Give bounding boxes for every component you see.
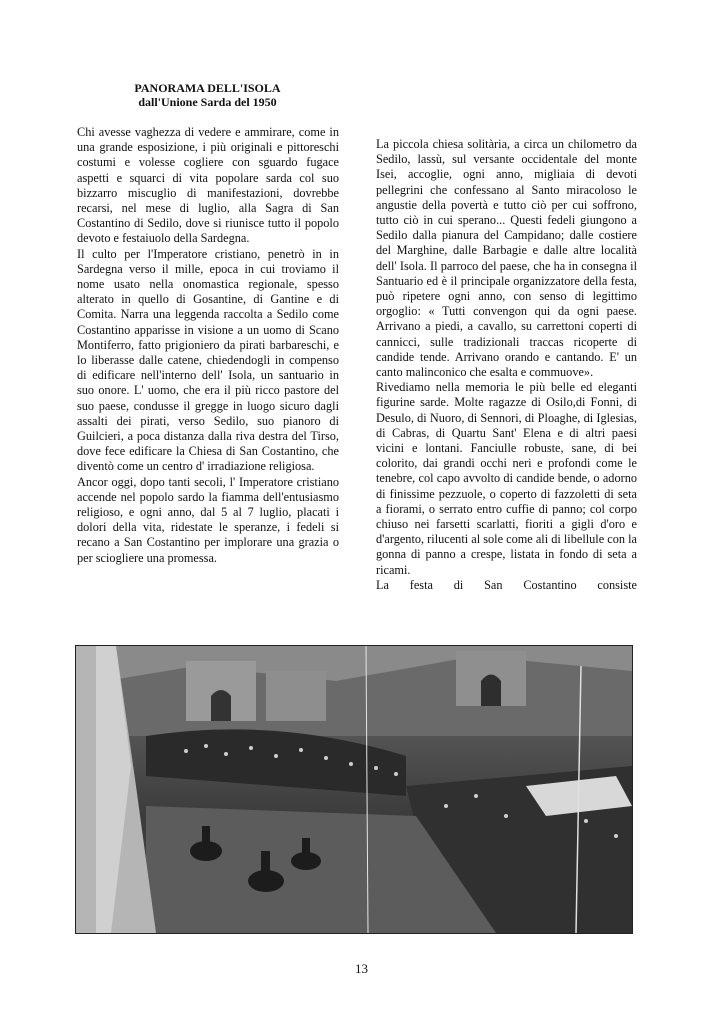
paragraph: Chi avesse vaghezza di vedere e ammirare, come in una grande esposizione, i più originali e pittoreschi costumi e volesse cogliere con sguardo fugace aspetti e squarci di vita popolare sarda col suo bizzarro miscuglio di manifestazioni, dovrebbe recarsi, nel mese di luglio, alla Sagra di San Costantino di Sedilo, dove si riunisce tutto il popolo devoto e festaiuolo della Sardegna. (77, 125, 339, 246)
paragraph: Il culto per l'Imperatore cristiano, penetrò in in Sardegna verso il mille, epoca in cui troviamo il nome usato nella onomastica regionale, spesso alterato in quello di Gosantine, di Gantine e di Comita. Narra una leggenda raccolta a Sedilo come Costantino apparisse in visione a un uomo di Scano Montiferro, fatto prigioniero da pirati barbareschi, e lo liberasse dalle catene, chiedendogli in compenso di edificare nell'interno dell' Isola, un santuario in suo onore. L' uomo, che era il più ricco pastore del suo paese, condusse il gregge in luogo sicuro dagli assalti dei pirati, verso Sedilo, suo pianoro di Guilcieri, a poca distanza dalla riva destra del Tirso, dove fece edificare la Chiesa di San Costantino, che diventò come un centro d' irradiazione religiosa. (77, 246, 339, 474)
title-line: PANORAMA DELL'ISOLA (134, 81, 281, 95)
right-column (376, 137, 637, 593)
paragraph: La piccola chiesa solitària, a circa un chilometro da Sedilo, lassù, sul versante occidentale del monte Isei, accoglie, ogni anno, migliaia di devoti pellegrini che confessano al Santo miracoloso le angustie della povertà e tutto ciò per cui soffrono, tutto ciò in cui sperano... Questi fedeli giungono a Sedilo dalla pianura del Campidano; dalle costiere del Marghine, dalle Barbagie e dalle altre località dell' Isola. Il parroco del paese, che ha in consegna il Santuario ed è il principale organizzatore della festa, può ripetere ogni anno, con senso di legittimo orgoglio: « Tutti convengon qui da ogni paese. Arrivano a piedi, a cavallo, su carrettoni coperti di cannicci, sulle tradizionali traccas ricoperte di candide tende. Arrivano orando e cantando. E' un canto malinconico che esalta e commuove». (376, 137, 637, 380)
paragraph: Rivediamo nella memoria le più belle ed eleganti figurine sarde. Molte ragazze di Osilo,di Fonni, di Desulo, di Nuoro, di Sennori, di Ploaghe, di Iglesias, di Cabras, di Quartu Sant' Elena e di altri paesi vicini e lontani. Fanciulle robuste, sane, di bei colorito, dai grandi occhi neri e profondi come le tenebre, col capo avvolto di candide bende, o adorno di finissime pezzuole, o coperto di fazzoletti di seta a fiorami, o serrato entro cuffie di panno; col corpo chiuso nei farsetti scarlatti, fioriti a gigli d'oro e d'argento, rilucenti al sole come ali di libellule con la gonna di panno a crespe, listata in fondo di seta a ricami. (376, 380, 637, 577)
photo-scene-icon (76, 646, 632, 933)
page-number: 13 (355, 961, 368, 976)
article-title (100, 81, 315, 109)
paragraph-continued: La festa di San Costantino consiste (376, 577, 637, 592)
subtitle-line: dall'Unione Sarda del 1950 (138, 95, 277, 109)
left-column (77, 125, 339, 566)
festival-photograph (75, 645, 633, 934)
paragraph: Ancor oggi, dopo tanti secoli, l' Imperatore cristiano accende nel popolo sardo la fiamma dell'entusiasmo religioso, e ogni anno, dal 5 al 7 luglio, placati i dolori della vita, ridestate le speranze, i fedeli si recano a San Costantino per implorare una grazia o per sciogliere una promessa. (77, 474, 339, 565)
